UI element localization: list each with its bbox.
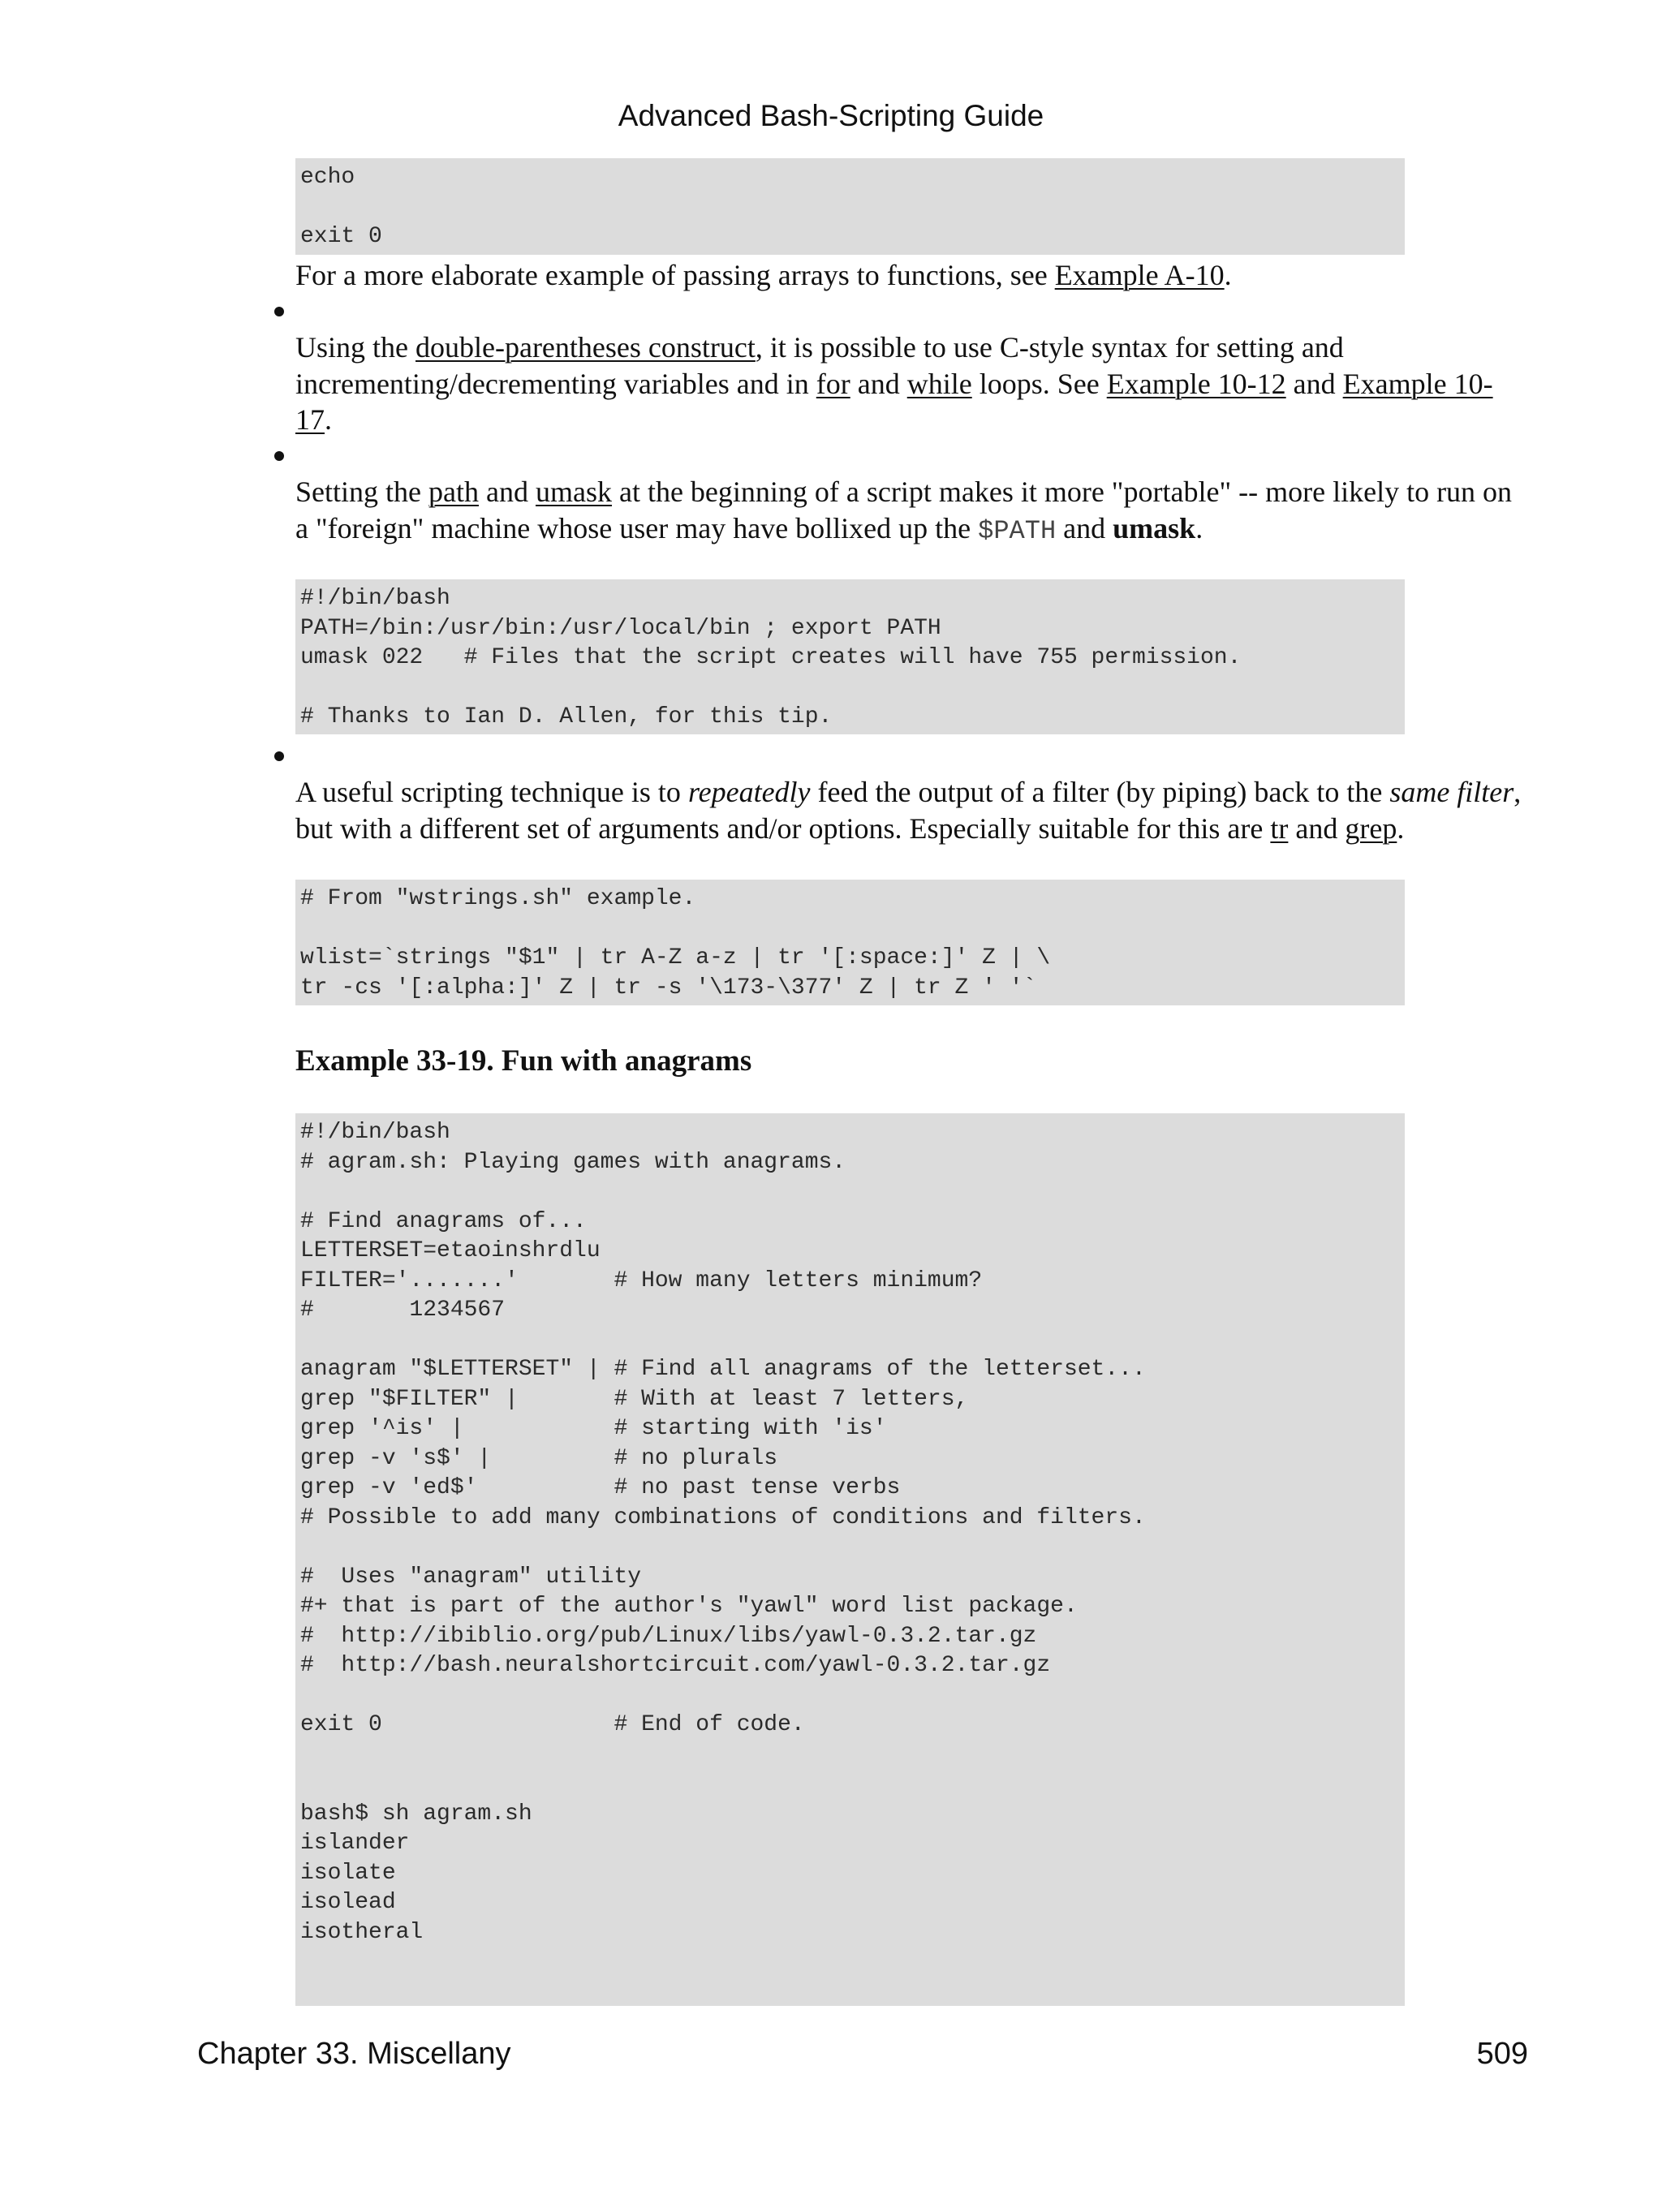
bold-umask: umask: [1113, 511, 1196, 544]
code-block-echo-exit: echo exit 0: [295, 158, 1405, 255]
paragraph-path-umask: Setting the path and umask at the beginning of a script makes it more "portable" -- more likely to run on a "foreign" machine whose user may have bollixed up the $PATH and umask.: [295, 476, 1513, 546]
example-title: Example 33-19. Fun with anagrams: [295, 1044, 752, 1078]
inline-code-path: $PATH: [978, 515, 1057, 546]
link-example-10-17[interactable]: Example 10-17: [295, 367, 1493, 436]
running-header: Advanced Bash-Scripting Guide: [618, 99, 1044, 132]
link-double-parentheses-construct[interactable]: double-parentheses construct: [416, 331, 756, 364]
bullet-marker: [274, 307, 284, 316]
link-example-10-12[interactable]: Example 10-12: [1106, 367, 1286, 400]
code-block-wstrings: # From "wstrings.sh" example. wlist=`strings "$1" | tr A-Z a-z | tr '[:space:]' Z | \ tr -cs '[:alpha:]' Z | tr -s '\173-\377' Z | tr Z ' '`: [295, 880, 1405, 1005]
link-umask[interactable]: umask: [535, 476, 612, 508]
paragraph-arrays-example: For a more elaborate example of passing arrays to functions, see Example A-10.: [295, 259, 1232, 291]
paragraph-double-parentheses: Using the double-parentheses construct, it is possible to use C-style syntax for setting and incrementing/decrementing variables and in for and while loops. See Example 10-12 and Example 10-17.: [295, 331, 1493, 436]
link-path[interactable]: path: [428, 476, 479, 508]
link-while[interactable]: while: [906, 367, 972, 400]
code-block-path-umask: #!/bin/bash PATH=/bin:/usr/bin:/usr/local/bin ; export PATH umask 022 # Files that the script creates will have 755 permission. # Thanks to Ian D. Allen, for this tip.: [295, 579, 1405, 734]
link-tr[interactable]: tr: [1270, 811, 1289, 845]
paragraph-filter-technique: A useful scripting technique is to repeatedly feed the output of a filter (by piping) back to the same filter, but with a different set of arguments and/or options. Especially suitable for this are tr and grep.: [295, 776, 1522, 845]
link-grep[interactable]: grep: [1345, 811, 1397, 845]
bullet-marker: [274, 751, 284, 761]
footer-chapter: Chapter 33. Miscellany: [197, 2037, 511, 2071]
link-example-a-10[interactable]: Example A-10: [1054, 259, 1225, 291]
code-block-agram: #!/bin/bash # agram.sh: Playing games with anagrams. # Find anagrams of... LETTERSET=etaoinshrdlu FILTER='.......' # How many letters minimum? # 1234567 anagram "$LETTERSET" | # Find all anagrams of the letterset... grep "$FILTER" | # With at least 7 letters, grep '^is' | # starting with 'is' grep -v 's$' | # no plurals grep -v 'ed$' # no past tense verbs # Possible to add many combinations of conditions and filters. # Uses "anagram" utility #+ that is part of the author's "yawl" word list package. # http://ibiblio.org/pub/Linux/libs/yawl-0.3.2.tar.gz # http://bash.neuralshortcircuit.com/yawl-0.3.2.tar.gz exit 0 # End of code. bash$ sh agram.sh islander isolate isolead isotheral: [295, 1113, 1405, 2006]
bullet-marker: [274, 451, 284, 461]
link-for[interactable]: for: [816, 367, 850, 400]
footer-page-number: 509: [1476, 2037, 1528, 2071]
